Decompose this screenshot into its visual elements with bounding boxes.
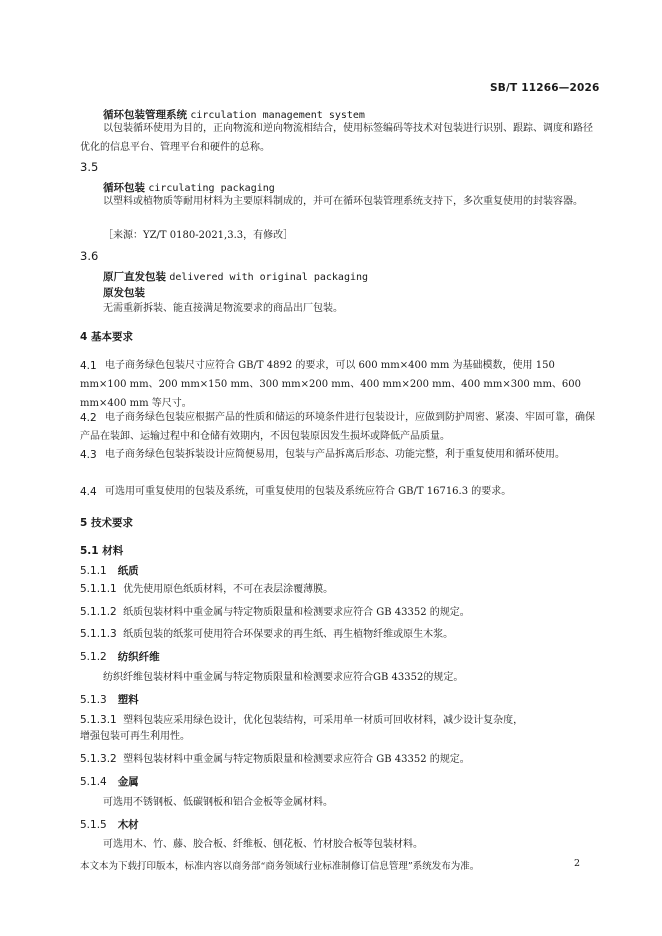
clause-text: 纺织纤维包装材料中重金属与特定物质限量和检测要求应符合GB 43352的规定。 bbox=[103, 672, 464, 683]
term-title-cn: 原厂直发包装 bbox=[103, 271, 166, 283]
subsection-heading bbox=[80, 649, 160, 664]
term-title-en: circulating packaging bbox=[148, 183, 275, 194]
subsection-title: 金属 bbox=[117, 776, 139, 788]
clause-text: 电子商务绿色包装尺寸应符合 GB/T 4892 的要求，可以 600 mm×400 mm 为基础模数，使用 150 mm×100 mm、200 mm×150 mm、300 mm×200 mm、400 mm×200 mm、400 mm×300 mm、600 mm×400 mm 等尺寸。 bbox=[80, 360, 582, 409]
subsection-title: 塑料 bbox=[117, 694, 139, 706]
term-title-en: circulation management system bbox=[190, 110, 365, 121]
clause-text: 电子商务绿色包装拆装设计应简便易用，包装与产品拆离后形态、功能完整，利于重复使用和循环使用。 bbox=[105, 449, 565, 460]
clause-text: 可选用木、竹、藤、胶合板、纤维板、刨花板、竹材胶合板等包装材料。 bbox=[103, 839, 423, 850]
clause-text: 塑料包装材料中重金属与特定物质限量和检测要求应符合 GB 43352 的规定。 bbox=[123, 754, 470, 765]
clause-text: 纸质包装材料中重金属与特定物质限量和检测要求应符合 GB 43352 的规定。 bbox=[123, 607, 470, 618]
subsection-heading bbox=[80, 774, 139, 789]
clause-number: 5.1.1.3 bbox=[80, 628, 117, 640]
term-synonym: 原发包装 bbox=[103, 287, 145, 299]
term-title-cn: 循环包装管理系统 bbox=[103, 109, 187, 121]
clause-number: 5.1.3.2 bbox=[80, 753, 117, 765]
clause-text: 优先使用原色纸质材料，不可在表层涂覆薄膜。 bbox=[123, 584, 334, 595]
subsection-number: 5.1.3 bbox=[80, 694, 107, 706]
footer-note: 本文本为下载打印版本，标准内容以商务部“商务领域行业标准制修订信息管理”系统发布为准。 bbox=[80, 861, 480, 872]
clause-number: 4.1 bbox=[80, 360, 97, 372]
subsection-heading bbox=[80, 692, 139, 707]
clause bbox=[80, 750, 470, 769]
standard-code: SB/T 11266—2026 bbox=[490, 82, 600, 94]
section-heading: 5.1 材料 bbox=[80, 545, 124, 557]
clause-number: 5.1.3.1 bbox=[80, 714, 117, 726]
subsection-number: 5.1.2 bbox=[80, 651, 107, 663]
clause-number: 5.1.1.2 bbox=[80, 606, 117, 618]
subsection-title: 纺织纤维 bbox=[117, 651, 160, 663]
clause-text-continued: 增强包装可再生利用性。 bbox=[80, 731, 190, 742]
clause-number: 3.6 bbox=[80, 249, 99, 263]
clause-number: 3.5 bbox=[80, 160, 99, 174]
term-definition: 无需重新拆装、能直接满足物流要求的商品出厂包装。 bbox=[103, 303, 343, 314]
clause-text: 电子商务绿色包装应根据产品的性质和储运的环境条件进行包装设计，应做到防护周密、紧凑、牢固可靠，确保产品在装卸、运输过程中和仓储有效期内，不因包装原因发生损坏或降低产品质量。 bbox=[80, 412, 595, 442]
clause-number: 4.3 bbox=[80, 449, 97, 461]
clause-text: 可选用不锈钢板、低碳钢板和铝合金板等金属材料。 bbox=[103, 797, 333, 808]
term-definition: 以塑料或植物质等耐用材料为主要原料制成的，并可在循环包装管理系统支持下，多次重复使用的封装容器。 bbox=[103, 196, 583, 207]
clause-number: 5.1.1.1 bbox=[80, 583, 117, 595]
clause-text: 纸质包装的纸浆可使用符合环保要求的再生纸、再生植物纤维或原生木浆。 bbox=[123, 629, 454, 640]
clause-number: 4.4 bbox=[80, 486, 97, 498]
chapter-heading: 5 技术要求 bbox=[80, 517, 133, 529]
term-definition: 以包装循环使用为目的，正向物流和逆向物流相结合，使用标签编码等技术对包装进行识别、跟踪、调度和路径优化的信息平台、管理平台和硬件的总称。 bbox=[80, 123, 593, 153]
clause bbox=[80, 603, 470, 622]
term-title-cn: 循环包装 bbox=[103, 182, 145, 194]
term-source: ［来源：YZ/T 0180-2021,3.3，有修改］ bbox=[103, 230, 294, 241]
subsection-title: 纸质 bbox=[117, 565, 139, 577]
subsection-number: 5.1.1 bbox=[80, 565, 107, 577]
clause-text: 塑料包装应采用绿色设计，优化包装结构，可采用单一材质可回收材料，减少设计复杂度， bbox=[123, 715, 524, 726]
subsection-title: 木材 bbox=[117, 819, 139, 831]
subsection-number: 5.1.5 bbox=[80, 819, 107, 831]
subsection-number: 5.1.4 bbox=[80, 776, 107, 788]
clause-number: 4.2 bbox=[80, 412, 97, 424]
term-title bbox=[103, 269, 368, 284]
term-title-en: delivered with original packaging bbox=[169, 272, 369, 283]
subsection-heading bbox=[80, 563, 139, 578]
clause bbox=[80, 580, 333, 599]
clause-text: 可选用可重复使用的包装及系统，可重复使用的包装及系统应符合 GB/T 16716.3 的要求。 bbox=[105, 486, 512, 497]
clause bbox=[80, 625, 453, 644]
subsection-heading bbox=[80, 817, 139, 832]
chapter-heading: 4 基本要求 bbox=[80, 331, 133, 343]
page-number: 2 bbox=[574, 858, 581, 869]
